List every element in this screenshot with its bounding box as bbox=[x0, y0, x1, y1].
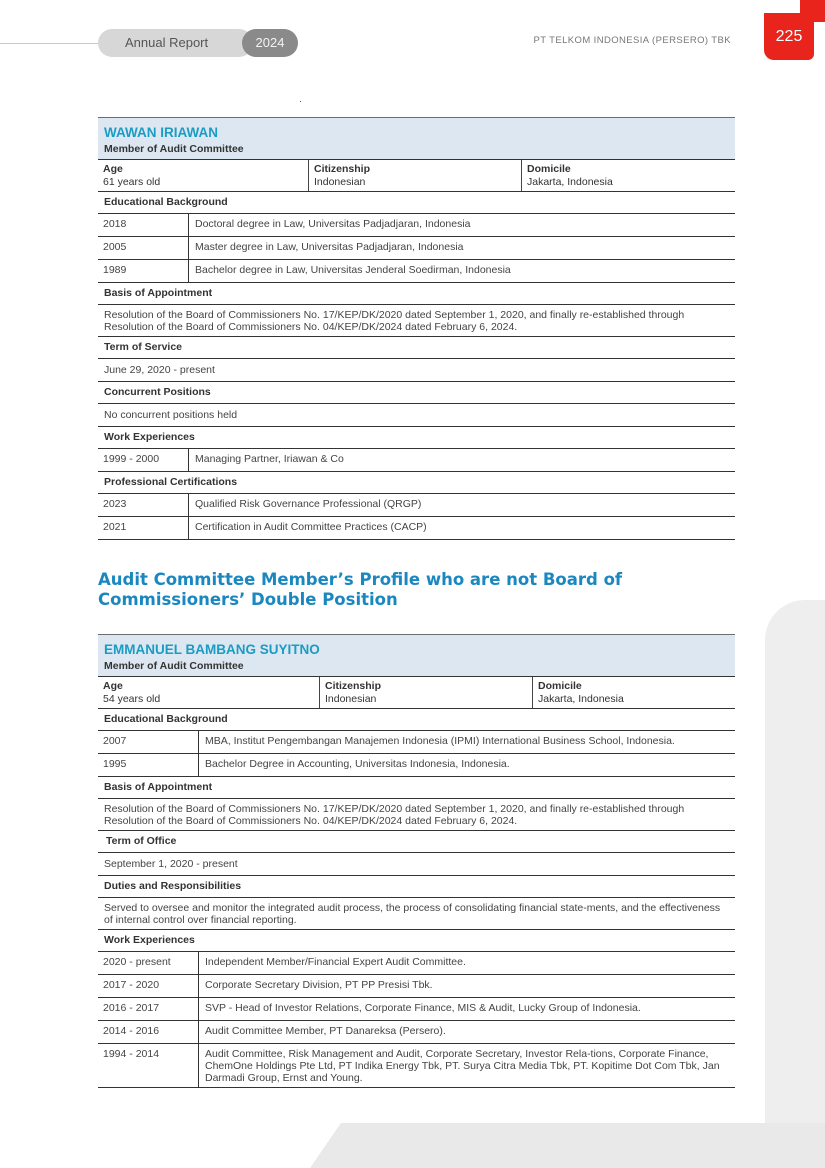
table-row bbox=[98, 517, 735, 540]
profile-role: Member of Audit Committee bbox=[104, 660, 244, 672]
personal-info-row bbox=[98, 677, 735, 709]
edu-desc: Master degree in Law, Universitas Padjadjaran, Indonesia bbox=[195, 241, 464, 253]
work-desc: SVP - Head of Investor Relations, Corporate Finance, MIS & Audit, Lucky Group of Indonesia. bbox=[205, 1002, 641, 1014]
work-desc: Independent Member/Financial Expert Audit Committee. bbox=[205, 956, 466, 968]
education-heading: Educational Background bbox=[98, 709, 735, 731]
background-shape bbox=[765, 600, 825, 1125]
cert-desc: Certification in Audit Committee Practices (CACP) bbox=[195, 521, 427, 533]
concurrent-text: No concurrent positions held bbox=[98, 404, 735, 427]
work-year: 1994 - 2014 bbox=[98, 1044, 199, 1087]
table-row bbox=[98, 998, 735, 1021]
domicile-cell bbox=[532, 677, 735, 708]
citizenship-cell bbox=[308, 160, 521, 191]
company-name: PT TELKOM INDONESIA (PERSERO) TBK bbox=[533, 35, 731, 46]
edu-desc: Bachelor Degree in Accounting, Universitas Indonesia, Indonesia. bbox=[205, 758, 510, 770]
profile-role: Member of Audit Committee bbox=[104, 143, 244, 155]
citizenship-cell bbox=[319, 677, 532, 708]
duties-heading: Duties and Responsibilities bbox=[98, 876, 735, 898]
report-year: 2024 bbox=[242, 29, 298, 57]
work-desc: Audit Committee, Risk Management and Audit, Corporate Secretary, Investor Rela-tions, Corporate Finance, ChemOne Holdings Pte Ltd, PT Indika Energy Tbk, PT. Surya Citra Media Tbk, PT. Kopitime Dot Com Tbk, Jan Darmadi Group, Ernst and Young. bbox=[205, 1048, 720, 1084]
edu-year: 2018 bbox=[98, 214, 189, 236]
work-year: 2014 - 2016 bbox=[98, 1021, 199, 1043]
work-year: 1999 - 2000 bbox=[98, 449, 189, 471]
table-row bbox=[98, 449, 735, 472]
cert-year: 2021 bbox=[98, 517, 189, 539]
work-year: 2016 - 2017 bbox=[98, 998, 199, 1020]
citizenship-label: Citizenship bbox=[325, 680, 382, 692]
header-rule bbox=[0, 43, 105, 44]
age-value: 54 years old bbox=[103, 693, 161, 705]
personal-info-row bbox=[98, 160, 735, 192]
profile-header bbox=[98, 117, 735, 160]
section-title: Audit Committee Member’s Profile who are not Board of Commissioners’ Double Position bbox=[98, 570, 623, 609]
table-row bbox=[98, 952, 735, 975]
term-heading: Term of Service bbox=[98, 337, 735, 359]
edu-desc: Bachelor degree in Law, Universitas Jenderal Soedirman, Indonesia bbox=[195, 264, 511, 276]
profile-name: WAWAN IRIAWAN bbox=[104, 125, 218, 140]
term-text: September 1, 2020 - present bbox=[98, 853, 735, 876]
appointment-text: Resolution of the Board of Commissioners No. 17/KEP/DK/2020 dated September 1, 2020, and finally re-established through Resolution of the Board of Commissioners No. 04/KEP/DK/2024 dated February 6, 2024. bbox=[98, 799, 735, 831]
work-desc: Managing Partner, Iriawan & Co bbox=[195, 453, 344, 465]
term-text: June 29, 2020 - present bbox=[98, 359, 735, 382]
duties-text: Served to oversee and monitor the integrated audit process, the process of consolidating financial state-ments, and the effectiveness of internal control over financial reporting. bbox=[98, 898, 735, 930]
age-label: Age bbox=[103, 163, 123, 175]
work-heading: Work Experiences bbox=[98, 427, 735, 449]
table-row bbox=[98, 754, 735, 777]
edu-year: 1989 bbox=[98, 260, 189, 282]
domicile-value: Jakarta, Indonesia bbox=[538, 693, 624, 705]
age-cell bbox=[98, 677, 319, 708]
profile-name: EMMANUEL BAMBANG SUYITNO bbox=[104, 642, 320, 657]
age-label: Age bbox=[103, 680, 123, 692]
age-cell bbox=[98, 160, 308, 191]
citizenship-value: Indonesian bbox=[325, 693, 377, 705]
work-heading: Work Experiences bbox=[98, 930, 735, 952]
edu-year: 2005 bbox=[98, 237, 189, 259]
citizenship-value: Indonesian bbox=[314, 176, 366, 188]
profile-header bbox=[98, 634, 735, 677]
appointment-text: Resolution of the Board of Commissioners No. 17/KEP/DK/2020 dated September 1, 2020, and finally re-established through Resolution of the Board of Commissioners No. 04/KEP/DK/2024 dated February 6, 2024. bbox=[98, 305, 735, 337]
domicile-label: Domicile bbox=[538, 680, 582, 692]
edu-year: 2007 bbox=[98, 731, 199, 753]
citizenship-label: Citizenship bbox=[314, 163, 371, 175]
page-number: 225 bbox=[764, 13, 814, 60]
work-year: 2020 - present bbox=[98, 952, 199, 974]
stray-dot bbox=[300, 101, 301, 102]
table-row bbox=[98, 260, 735, 283]
background-shape bbox=[310, 1123, 825, 1168]
concurrent-heading: Concurrent Positions bbox=[98, 382, 735, 404]
table-row bbox=[98, 731, 735, 754]
table-row bbox=[98, 494, 735, 517]
work-desc: Audit Committee Member, PT Danareksa (Persero). bbox=[205, 1025, 446, 1037]
edu-year: 1995 bbox=[98, 754, 199, 776]
term-heading: Term of Office bbox=[98, 831, 735, 853]
certification-heading: Professional Certifications bbox=[98, 472, 735, 494]
table-row bbox=[98, 1044, 735, 1088]
age-value: 61 years old bbox=[103, 176, 161, 188]
cert-desc: Qualified Risk Governance Professional (QRGP) bbox=[195, 498, 422, 510]
table-row bbox=[98, 975, 735, 998]
table-row bbox=[98, 1021, 735, 1044]
domicile-cell bbox=[521, 160, 735, 191]
appointment-heading: Basis of Appointment bbox=[98, 283, 735, 305]
work-year: 2017 - 2020 bbox=[98, 975, 199, 997]
table-row bbox=[98, 214, 735, 237]
domicile-value: Jakarta, Indonesia bbox=[527, 176, 613, 188]
education-heading: Educational Background bbox=[98, 192, 735, 214]
appointment-heading: Basis of Appointment bbox=[98, 777, 735, 799]
profile-emmanuel-bambang-suyitno bbox=[98, 634, 735, 1088]
edu-desc: MBA, Institut Pengembangan Manajemen Indonesia (IPMI) International Business School, Indonesia. bbox=[205, 735, 675, 747]
profile-wawan-iriawan bbox=[98, 117, 735, 540]
report-label: Annual Report bbox=[98, 29, 253, 57]
cert-year: 2023 bbox=[98, 494, 189, 516]
domicile-label: Domicile bbox=[527, 163, 571, 175]
edu-desc: Doctoral degree in Law, Universitas Padjadjaran, Indonesia bbox=[195, 218, 471, 230]
work-desc: Corporate Secretary Division, PT PP Presisi Tbk. bbox=[205, 979, 433, 991]
table-row bbox=[98, 237, 735, 260]
